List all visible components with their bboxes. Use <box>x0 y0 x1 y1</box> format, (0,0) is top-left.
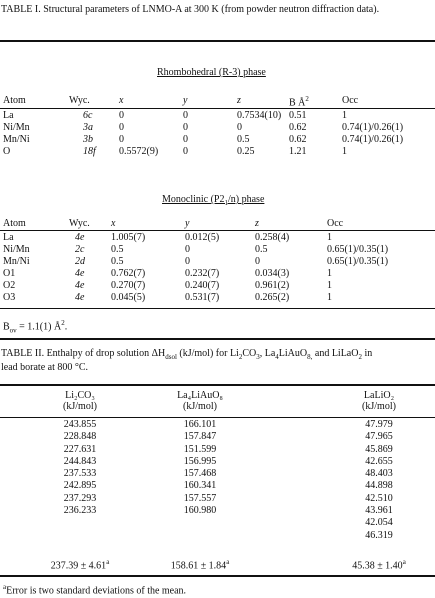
value-cell: 236.233 <box>63 505 97 517</box>
cell: 0 <box>255 256 260 267</box>
rhombo-header-rule <box>0 108 435 109</box>
cell: 4e <box>75 280 85 291</box>
cell: 3b <box>83 134 93 145</box>
value-cell: 160.341 <box>183 480 217 492</box>
hdr-b: B $Å^2$ <box>289 95 309 109</box>
value-cell: 48.403 <box>365 468 393 480</box>
cell: 0 <box>119 134 124 145</box>
cell: 0.240(7) <box>185 280 220 291</box>
cell: 0 <box>237 122 242 133</box>
cell: 0.62 <box>289 134 307 145</box>
cell: O1 <box>3 268 16 279</box>
value-cell: 242.895 <box>63 480 97 492</box>
cell: 4e <box>75 292 85 303</box>
cell: 1 <box>342 110 347 121</box>
hdr-occ: Occ <box>327 218 344 229</box>
cell: 0.74(1)/0.26(1) <box>342 134 404 145</box>
cell: 1 <box>327 268 332 279</box>
mono-bottom-rule <box>0 308 435 309</box>
cell: O3 <box>3 292 16 303</box>
table2-header-rule <box>0 417 435 418</box>
cell: 0.258(4) <box>255 232 290 243</box>
value-cell: 237.533 <box>63 468 97 480</box>
hdr-x: x <box>119 95 124 106</box>
value-cell: 228.848 <box>63 431 97 443</box>
cell: 0.5 <box>111 244 124 255</box>
cell: La <box>3 232 14 243</box>
cell: 0.232(7) <box>185 268 220 279</box>
col3-header <box>339 390 419 412</box>
value-cell: 42.054 <box>365 517 393 529</box>
cell: 0.265(2) <box>255 292 290 303</box>
col2-unit: (kJ/mol) <box>183 401 217 412</box>
cell: 0 <box>183 110 188 121</box>
cell: 0 <box>119 122 124 133</box>
cell: 18f <box>83 146 96 157</box>
value-cell: 157.468 <box>183 468 217 480</box>
col3-values <box>339 419 419 542</box>
cell: 0.012(5) <box>185 232 220 243</box>
value-cell: 44.898 <box>365 480 393 492</box>
hdr-x: x <box>111 218 116 229</box>
value-cell: 157.847 <box>183 431 217 443</box>
rhombo-title: Rhombohedral (R-3) phase <box>157 67 266 78</box>
value-cell: 166.101 <box>183 419 217 430</box>
table1-caption: TABLE I. Structural parameters of LNMO-A at 300 K (from powder neutron diffraction data). <box>1 4 380 15</box>
cell: 0.762(7) <box>111 268 146 279</box>
mono-title: Monoclinic $(P2_1/n)$ phase <box>162 194 265 207</box>
table2-footnote: $^a$Error is two standard deviations of the mean. <box>3 583 187 597</box>
col3-name: LaLiO₂ <box>363 390 395 401</box>
col2-header <box>160 390 240 412</box>
value-cell: 157.557 <box>183 492 217 504</box>
cell: 3a <box>83 122 93 133</box>
col3-unit: (kJ/mol) <box>362 401 396 412</box>
cell: O <box>3 146 11 157</box>
cell: O2 <box>3 280 16 291</box>
cell: 2c <box>75 244 85 255</box>
hdr-y: y <box>185 218 190 229</box>
cell: 0 <box>183 122 188 133</box>
cell: 0 <box>185 256 190 267</box>
value-cell: 160.980 <box>183 505 217 517</box>
cell: 1 <box>342 146 347 157</box>
value-cell: 156.995 <box>183 455 217 467</box>
value-cell: 42.655 <box>365 455 393 467</box>
cell: La <box>3 110 14 121</box>
cell: 0.034(3) <box>255 268 290 279</box>
cell: 1.005(7) <box>111 232 146 243</box>
cell: 0 <box>183 134 188 145</box>
table2-top-rule <box>0 384 435 386</box>
cell: 0.65(1)/0.35(1) <box>327 256 389 267</box>
cell: 0.045(5) <box>111 292 146 303</box>
hdr-atom: Atom <box>3 218 26 229</box>
value-cell: 42.510 <box>365 492 393 504</box>
cell: 0.51 <box>289 110 307 121</box>
col2-values <box>160 419 240 517</box>
cell: 6c <box>83 110 93 121</box>
table2-caption-line1: TABLE II. Enthalpy of drop solution $\Delta H_{dsol}$ (kJ/mol) for $Li_2CO_3$, $La_4LiAuO_{8,}$ and LiLaO$_2$ in <box>1 348 373 361</box>
value-cell: 237.293 <box>63 492 97 504</box>
value-cell: 47.979 <box>365 419 393 430</box>
cell: 0.5 <box>237 134 250 145</box>
value-cell: 151.599 <box>183 443 217 455</box>
col2-mean: 158.61 ± 1.84$^a$ <box>170 558 230 572</box>
col1-header <box>40 390 120 412</box>
table1-bottom-rule <box>0 338 435 340</box>
hdr-z: z <box>255 218 259 229</box>
cell: 0 <box>183 146 188 157</box>
hdr-wyc: Wyc. <box>69 95 90 106</box>
cell: 2d <box>75 256 85 267</box>
value-cell: 227.631 <box>63 443 97 455</box>
table2-caption-line2: lead borate at 800 °C. <box>1 362 89 373</box>
cell: 1 <box>327 292 332 303</box>
mono-header-rule <box>0 230 435 231</box>
hdr-z: z <box>237 95 241 106</box>
cell: 1.21 <box>289 146 307 157</box>
cell: 1 <box>327 280 332 291</box>
value-cell: 45.869 <box>365 443 393 455</box>
cell: 0.961(2) <box>255 280 290 291</box>
cell: 4e <box>75 232 85 243</box>
hdr-wyc: Wyc. <box>69 218 90 229</box>
value-cell: 244.843 <box>63 455 97 467</box>
col2-name: La₄LiAuO₈ <box>177 390 223 401</box>
col1-mean: 237.39 ± 4.61$^a$ <box>50 558 110 572</box>
cell: Ni/Mn <box>3 244 30 255</box>
cell: 0 <box>119 110 124 121</box>
cell: 0.65(1)/0.35(1) <box>327 244 389 255</box>
cell: 0.25 <box>237 146 255 157</box>
cell: 0.5 <box>111 256 124 267</box>
cell: Mn/Ni <box>3 134 30 145</box>
cell: 4e <box>75 268 85 279</box>
cell: 0.7534(10) <box>237 110 282 121</box>
cell: 0.5 <box>255 244 268 255</box>
value-cell: 47.965 <box>365 431 393 443</box>
col1-values <box>40 419 120 517</box>
hdr-atom: Atom <box>3 95 26 106</box>
cell: 0.270(7) <box>111 280 146 291</box>
cell: 0.62 <box>289 122 307 133</box>
cell: Mn/Ni <box>3 256 30 267</box>
cell: 0.74(1)/0.26(1) <box>342 122 404 133</box>
cell: Ni/Mn <box>3 122 30 133</box>
col3-mean: 45.38 ± 1.40$^a$ <box>352 558 406 572</box>
col1-name: Li₂CO₃ <box>65 390 95 401</box>
col1-unit: (kJ/mol) <box>63 401 97 412</box>
hdr-y: y <box>183 95 188 106</box>
cell: 0.531(7) <box>185 292 220 303</box>
cell: 0 <box>185 244 190 255</box>
table1-top-rule <box>0 40 435 42</box>
hdr-occ: Occ <box>342 95 359 106</box>
value-cell: 46.319 <box>365 529 393 541</box>
cell: 1 <box>327 232 332 243</box>
cell: 0.5572(9) <box>119 146 159 157</box>
table1-footnote: $B_{ov} = 1.1(1)$ $Å^2$. <box>3 319 68 335</box>
value-cell: 243.855 <box>63 419 97 430</box>
table2-bottom-rule <box>0 575 435 577</box>
value-cell: 43.961 <box>365 505 393 517</box>
